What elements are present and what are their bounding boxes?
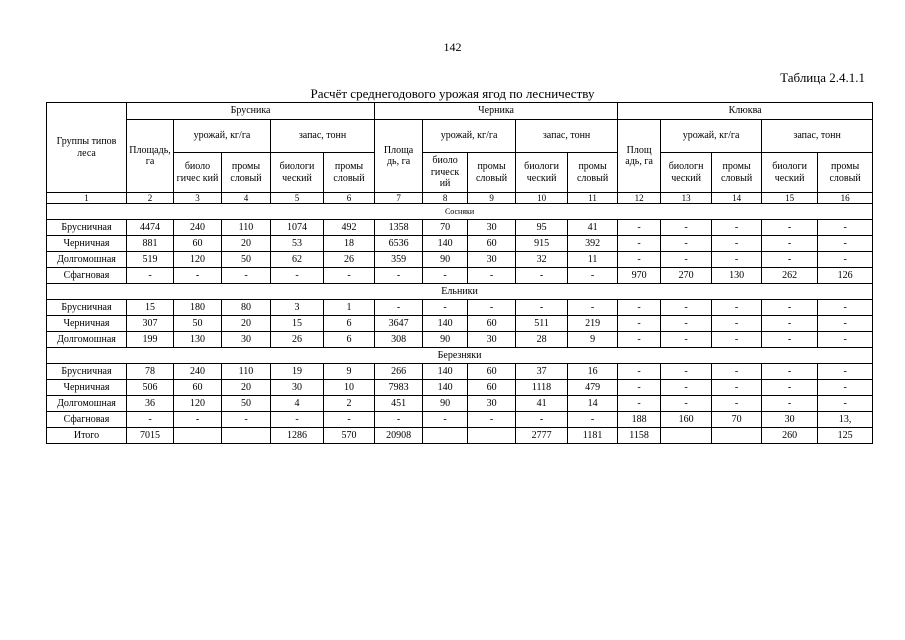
table-cell: - — [712, 220, 762, 236]
table-cell: 90 — [423, 332, 468, 348]
table-cell: 359 — [375, 252, 423, 268]
table-cell: - — [375, 268, 423, 284]
total-cell: 1181 — [568, 428, 618, 444]
table-cell: 14 — [568, 396, 618, 412]
header-group: Группы типов леса — [47, 103, 127, 193]
table-cell: 110 — [222, 220, 271, 236]
table-cell: - — [712, 236, 762, 252]
section-row — [47, 204, 873, 220]
table-cell: 451 — [375, 396, 423, 412]
table-cell: 120 — [174, 252, 222, 268]
table-cell: 240 — [174, 364, 222, 380]
section-row — [47, 284, 873, 300]
header-sub: биологи ческий — [762, 153, 818, 193]
total-cell: 20908 — [375, 428, 423, 444]
table-cell: - — [423, 268, 468, 284]
column-number: 5 — [271, 193, 324, 204]
table-cell: 10 — [324, 380, 375, 396]
table-cell: - — [468, 300, 516, 316]
table-cell: - — [661, 300, 712, 316]
total-cell — [661, 428, 712, 444]
table-cell: - — [618, 220, 661, 236]
table-cell: 60 — [174, 380, 222, 396]
table-cell: - — [762, 236, 818, 252]
table-cell: 28 — [516, 332, 568, 348]
table-cell: 20 — [222, 236, 271, 252]
table-cell: - — [762, 396, 818, 412]
table-cell: 37 — [516, 364, 568, 380]
table-cell: 32 — [516, 252, 568, 268]
table-cell: 262 — [762, 268, 818, 284]
column-number: 12 — [618, 193, 661, 204]
table-cell: - — [568, 268, 618, 284]
table-cell: 26 — [271, 332, 324, 348]
total-cell — [712, 428, 762, 444]
table-cell: 30 — [271, 380, 324, 396]
table-cell: - — [568, 412, 618, 428]
total-cell: 1158 — [618, 428, 661, 444]
table-cell: 70 — [712, 412, 762, 428]
header-yield: урожай, кг/га — [423, 120, 516, 153]
table-cell: 60 — [468, 316, 516, 332]
table-cell: 199 — [127, 332, 174, 348]
table-cell: 130 — [712, 268, 762, 284]
column-number: 8 — [423, 193, 468, 204]
table-cell: - — [375, 300, 423, 316]
total-cell: 2777 — [516, 428, 568, 444]
table-cell: - — [468, 268, 516, 284]
table-cell: - — [762, 316, 818, 332]
table-cell: 15 — [127, 300, 174, 316]
table-cell: 7983 — [375, 380, 423, 396]
table-cell: 392 — [568, 236, 618, 252]
table-cell: 50 — [174, 316, 222, 332]
column-number: 13 — [661, 193, 712, 204]
table-cell: - — [271, 268, 324, 284]
table-cell: - — [271, 412, 324, 428]
table-cell: 60 — [468, 364, 516, 380]
header-berry-lingonberry: Брусника — [127, 103, 375, 120]
table-cell: 3 — [271, 300, 324, 316]
table-cell: 506 — [127, 380, 174, 396]
section-title: Ельники — [47, 284, 873, 300]
table-cell: 240 — [174, 220, 222, 236]
total-label: Итого — [47, 428, 127, 444]
table-cell: - — [222, 412, 271, 428]
table-label: Таблица 2.4.1.1 — [780, 70, 865, 85]
table-cell: - — [818, 364, 873, 380]
table-row — [47, 364, 873, 380]
table-cell: - — [818, 300, 873, 316]
table-cell: 26 — [324, 252, 375, 268]
row-label: Брусничная — [47, 300, 127, 316]
column-number: 14 — [712, 193, 762, 204]
table-cell: 270 — [661, 268, 712, 284]
row-label: Сфагновая — [47, 268, 127, 284]
table-cell: 970 — [618, 268, 661, 284]
table-cell: - — [468, 412, 516, 428]
table-cell: 9 — [568, 332, 618, 348]
table-cell: 1 — [324, 300, 375, 316]
header-sub: биологн ческий — [661, 153, 712, 193]
table-cell: 511 — [516, 316, 568, 332]
table-cell: - — [661, 396, 712, 412]
row-label: Черничная — [47, 380, 127, 396]
table-cell: - — [661, 252, 712, 268]
row-label: Черничная — [47, 236, 127, 252]
table-cell: - — [618, 364, 661, 380]
table-row — [47, 316, 873, 332]
table-cell: 188 — [618, 412, 661, 428]
total-row — [47, 428, 873, 444]
table-cell: 1118 — [516, 380, 568, 396]
table-cell: 13, — [818, 412, 873, 428]
header-sub: промы словый — [324, 153, 375, 193]
header-sub: биоло гическ ий — [423, 153, 468, 193]
row-label: Долгомошная — [47, 332, 127, 348]
table-cell: 78 — [127, 364, 174, 380]
column-number: 1 — [47, 193, 127, 204]
table-cell: 53 — [271, 236, 324, 252]
table-cell: - — [618, 300, 661, 316]
table-cell: - — [324, 268, 375, 284]
table-row — [47, 236, 873, 252]
table-cell: - — [618, 236, 661, 252]
table-cell: 16 — [568, 364, 618, 380]
section-title: Березняки — [47, 348, 873, 364]
table-row — [47, 252, 873, 268]
row-label: Брусничная — [47, 364, 127, 380]
header-sub: промы словый — [712, 153, 762, 193]
column-number: 2 — [127, 193, 174, 204]
table-cell: 1358 — [375, 220, 423, 236]
table-cell: 4 — [271, 396, 324, 412]
table-cell: 130 — [174, 332, 222, 348]
table-cell: - — [762, 380, 818, 396]
table-cell: - — [818, 380, 873, 396]
header-sub: промы словый — [468, 153, 516, 193]
table-cell: 30 — [762, 412, 818, 428]
table-cell: 308 — [375, 332, 423, 348]
table-cell: 881 — [127, 236, 174, 252]
table-cell: - — [324, 412, 375, 428]
table-cell: 915 — [516, 236, 568, 252]
header-stock: запас, тонн — [516, 120, 618, 153]
column-number: 11 — [568, 193, 618, 204]
table-cell: - — [516, 300, 568, 316]
table-cell: - — [818, 236, 873, 252]
table-cell: 70 — [423, 220, 468, 236]
table-cell: - — [762, 332, 818, 348]
table-cell: 266 — [375, 364, 423, 380]
table-cell: 90 — [423, 396, 468, 412]
table-title: Расчёт среднегодового урожая ягод по лесничеству — [310, 86, 595, 101]
page-number: 142 — [443, 40, 462, 54]
table-cell: - — [661, 236, 712, 252]
table-cell: - — [516, 412, 568, 428]
total-cell: 570 — [324, 428, 375, 444]
table-cell: 307 — [127, 316, 174, 332]
table-row — [47, 268, 873, 284]
header-berry-bilberry: Черника — [375, 103, 618, 120]
table-cell: 140 — [423, 380, 468, 396]
table-cell: 110 — [222, 364, 271, 380]
column-number: 6 — [324, 193, 375, 204]
table-cell: 30 — [468, 220, 516, 236]
table-cell: - — [712, 332, 762, 348]
header-sub: промы словый — [818, 153, 873, 193]
table-cell: - — [174, 268, 222, 284]
column-number: 4 — [222, 193, 271, 204]
total-cell — [423, 428, 468, 444]
table-row — [47, 300, 873, 316]
table-cell: 18 — [324, 236, 375, 252]
column-number: 15 — [762, 193, 818, 204]
table-cell: - — [618, 252, 661, 268]
table-cell: - — [174, 412, 222, 428]
table-cell: - — [712, 300, 762, 316]
table-cell: 90 — [423, 252, 468, 268]
table-cell: 20 — [222, 316, 271, 332]
table-cell: - — [762, 252, 818, 268]
column-number: 9 — [468, 193, 516, 204]
table-cell: - — [423, 412, 468, 428]
table-cell: - — [375, 412, 423, 428]
table-cell: 9 — [324, 364, 375, 380]
row-label: Долгомошная — [47, 252, 127, 268]
table-cell: 50 — [222, 252, 271, 268]
header-area: Площ адь, га — [618, 120, 661, 193]
table-cell: - — [661, 332, 712, 348]
total-cell: 260 — [762, 428, 818, 444]
table-cell: - — [818, 220, 873, 236]
header-sub: промы словый — [568, 153, 618, 193]
table-cell: - — [818, 332, 873, 348]
table-cell: 50 — [222, 396, 271, 412]
table-cell: - — [661, 220, 712, 236]
table-cell: 6 — [324, 316, 375, 332]
table-cell: 160 — [661, 412, 712, 428]
total-cell — [222, 428, 271, 444]
table-cell: 41 — [568, 220, 618, 236]
table-cell: - — [762, 300, 818, 316]
table-cell: 30 — [468, 396, 516, 412]
header-stock: запас, тонн — [762, 120, 873, 153]
table-cell: - — [712, 316, 762, 332]
table-cell: - — [762, 364, 818, 380]
table-cell: 60 — [468, 236, 516, 252]
table-cell: - — [818, 316, 873, 332]
table-cell: 120 — [174, 396, 222, 412]
berry-yield-table — [46, 102, 873, 444]
table-cell: - — [568, 300, 618, 316]
table-row — [47, 380, 873, 396]
header-stock: запас, тонн — [271, 120, 375, 153]
total-cell — [174, 428, 222, 444]
table-cell: 30 — [468, 252, 516, 268]
table-cell: 6536 — [375, 236, 423, 252]
table-cell: - — [818, 252, 873, 268]
table-cell: - — [127, 268, 174, 284]
header-sub: биоло гичес кий — [174, 153, 222, 193]
total-cell: 1286 — [271, 428, 324, 444]
header-sub: биологи ческий — [516, 153, 568, 193]
total-cell: 125 — [818, 428, 873, 444]
table-cell: 62 — [271, 252, 324, 268]
table-cell: - — [818, 396, 873, 412]
table-cell: - — [661, 364, 712, 380]
table-cell: 41 — [516, 396, 568, 412]
table-cell: - — [712, 364, 762, 380]
table-cell: 4474 — [127, 220, 174, 236]
table-cell: 1074 — [271, 220, 324, 236]
table-cell: 180 — [174, 300, 222, 316]
header-berry-cranberry: Клюква — [618, 103, 873, 120]
column-number: 10 — [516, 193, 568, 204]
column-numbers-row — [47, 193, 873, 204]
table-cell: 2 — [324, 396, 375, 412]
table-cell: - — [712, 252, 762, 268]
column-number: 16 — [818, 193, 873, 204]
table-cell: 30 — [222, 332, 271, 348]
table-cell: - — [712, 380, 762, 396]
table-cell: 140 — [423, 316, 468, 332]
total-cell — [468, 428, 516, 444]
table-cell: 479 — [568, 380, 618, 396]
row-label: Долгомошная — [47, 396, 127, 412]
column-number: 7 — [375, 193, 423, 204]
table-cell: - — [712, 396, 762, 412]
table-row — [47, 220, 873, 236]
table-cell: 20 — [222, 380, 271, 396]
table-cell: 60 — [468, 380, 516, 396]
table-cell: 19 — [271, 364, 324, 380]
section-row — [47, 348, 873, 364]
row-label: Брусничная — [47, 220, 127, 236]
table-cell: 60 — [174, 236, 222, 252]
table-cell: 519 — [127, 252, 174, 268]
table-cell: 3647 — [375, 316, 423, 332]
table-cell: - — [222, 268, 271, 284]
table-body — [47, 204, 873, 444]
row-label: Сфагновая — [47, 412, 127, 428]
table-cell: - — [618, 316, 661, 332]
table-cell: 80 — [222, 300, 271, 316]
table-cell: - — [127, 412, 174, 428]
table-cell: 30 — [468, 332, 516, 348]
table-cell: - — [661, 316, 712, 332]
table-cell: 126 — [818, 268, 873, 284]
table-cell: - — [762, 220, 818, 236]
total-cell: 7015 — [127, 428, 174, 444]
table-row — [47, 412, 873, 428]
header-sub: биологи ческий — [271, 153, 324, 193]
header-area: Площа дь, га — [375, 120, 423, 193]
table-row — [47, 332, 873, 348]
table-cell: 492 — [324, 220, 375, 236]
section-title: Сосняки — [47, 204, 873, 220]
table-cell: 219 — [568, 316, 618, 332]
table-cell: - — [618, 396, 661, 412]
column-number: 3 — [174, 193, 222, 204]
row-label: Черничная — [47, 316, 127, 332]
header-area: Площадь, га — [127, 120, 174, 193]
table-row — [47, 396, 873, 412]
table-cell: - — [618, 332, 661, 348]
table-cell: 140 — [423, 236, 468, 252]
header-yield: урожай, кг/га — [174, 120, 271, 153]
table-cell: 11 — [568, 252, 618, 268]
table-cell: 95 — [516, 220, 568, 236]
header-sub: промы словый — [222, 153, 271, 193]
table-cell: - — [661, 380, 712, 396]
table-cell: 15 — [271, 316, 324, 332]
table-cell: 36 — [127, 396, 174, 412]
header-yield: урожай, кг/га — [661, 120, 762, 153]
table-cell: 6 — [324, 332, 375, 348]
table-cell: - — [423, 300, 468, 316]
table-cell: 140 — [423, 364, 468, 380]
table-cell: - — [618, 380, 661, 396]
table-cell: - — [516, 268, 568, 284]
